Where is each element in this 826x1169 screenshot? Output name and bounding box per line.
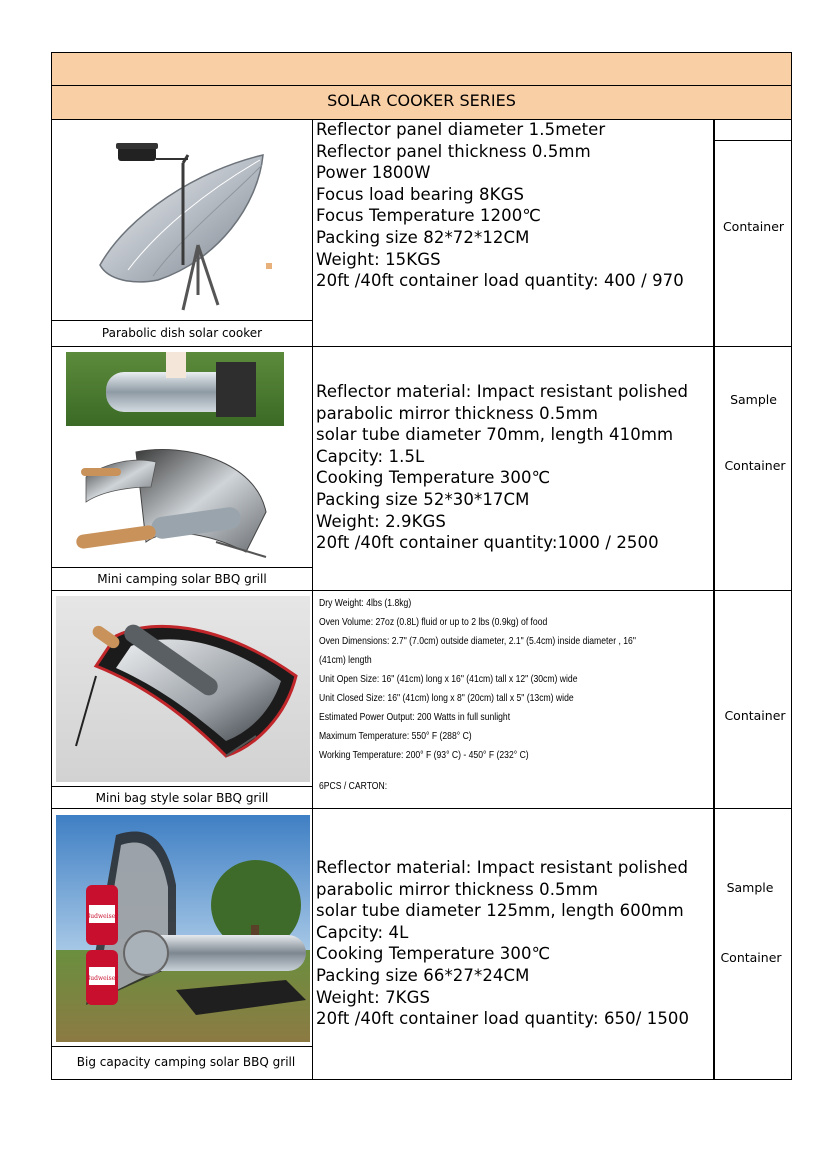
spec-line: (41cm) length: [319, 654, 372, 666]
spec-line: Cooking Temperature 300℃: [316, 468, 551, 488]
spec-line: Capcity: 1.5L: [316, 446, 425, 466]
caption-parabolic-dish: Parabolic dish solar cooker: [101, 326, 263, 340]
spec-line: Reflector material: Impact resistant polished: [316, 858, 689, 877]
can-logo: Budweiser: [85, 975, 119, 982]
spec-line: Capcity: 4L: [316, 922, 409, 942]
spec-line: Packing size 52*30*17CM: [316, 489, 530, 509]
specs-mini-camping: [316, 381, 688, 554]
spec-line: Unit Open Size: 16" (41cm) long x 16" (41cm) tall x 12" (30cm) wide: [319, 673, 578, 685]
header-band-top: [51, 52, 792, 86]
spec-line: Working Temperature: 200° F (93° C) - 450° F (232° C): [319, 749, 529, 761]
product-image-parabolic-dish: [88, 135, 278, 315]
spec-line: Oven Dimensions: 2.7" (7.0cm) outside diameter, 2.1" (5.4cm) inside diameter , 16": [319, 635, 636, 647]
specs-mini-bag: [319, 594, 636, 796]
product-image-mini-camping-top: [66, 352, 284, 426]
caption-mini-camping: Mini camping solar BBQ grill: [97, 572, 267, 586]
spec-line: parabolic mirror thickness 0.5mm: [316, 403, 598, 423]
product-image-big-capacity: [56, 815, 310, 1042]
side-label-container: Container: [720, 950, 782, 965]
spec-line: 6PCS / CARTON:: [319, 780, 388, 792]
side-label-sample: Sample: [730, 392, 777, 407]
spec-line: 20ft /40ft container load quantity: 650/ 1500: [316, 1009, 690, 1029]
caption-big-capacity: Big capacity camping solar BBQ grill: [76, 1055, 296, 1069]
spec-line: Estimated Power Output: 200 Watts in full sunlight: [319, 711, 511, 723]
spec-line: Weight: 7KGS: [316, 987, 431, 1007]
spec-line: Power 1800W: [316, 163, 431, 183]
spec-line: Packing size 66*27*24CM: [316, 965, 530, 985]
spec-line: Cooking Temperature 300℃: [316, 944, 551, 964]
side-label-sample: Sample: [726, 880, 774, 895]
can-logo: Budweiser: [85, 913, 119, 920]
spec-line: Oven Volume: 27oz (0.8L) fluid or up to 2 lbs (0.9kg) of food: [319, 616, 548, 628]
caption-mini-bag: Mini bag style solar BBQ grill: [95, 791, 269, 805]
side-label-container: Container: [722, 219, 785, 234]
spec-line: Packing size 82*72*12CM: [316, 227, 530, 247]
spec-line: Focus Temperature 1200℃: [316, 206, 541, 226]
spec-line: 20ft /40ft container quantity:1000 / 2500: [316, 533, 659, 553]
specs-parabolic-dish: [316, 119, 684, 292]
specs-big-capacity: [316, 857, 689, 1030]
spec-line: Weight: 2.9KGS: [316, 511, 447, 531]
spec-line: Reflector panel diameter 1.5meter: [316, 120, 606, 139]
side-label-container: Container: [724, 708, 786, 723]
spec-line: Reflector panel thickness 0.5mm: [316, 141, 591, 161]
spec-line: Maximum Temperature: 550° F (288° C): [319, 730, 472, 742]
spec-line: Reflector material: Impact resistant polished: [316, 382, 689, 401]
spec-line: 20ft /40ft container load quantity: 400 / 970: [316, 271, 684, 291]
header-band-title: [51, 85, 792, 120]
product-image-mini-camping-bottom: [66, 432, 284, 565]
spec-line: solar tube diameter 70mm, length 410mm: [316, 425, 674, 445]
spec-line: Unit Closed Size: 16" (41cm) long x 8" (20cm) tall x 5" (13cm) wide: [319, 692, 574, 704]
spec-line: solar tube diameter 125mm, length 600mm: [316, 901, 684, 921]
spec-line: Dry Weight: 4lbs (1.8kg): [319, 597, 412, 609]
side-label-container: Container: [724, 458, 786, 473]
spec-line: Weight: 15KGS: [316, 249, 441, 269]
spec-line: Focus load bearing 8KGS: [316, 184, 525, 204]
spec-line: parabolic mirror thickness 0.5mm: [316, 879, 598, 899]
table-title: SOLAR COOKER SERIES: [327, 91, 516, 110]
product-image-mini-bag: [56, 596, 310, 782]
